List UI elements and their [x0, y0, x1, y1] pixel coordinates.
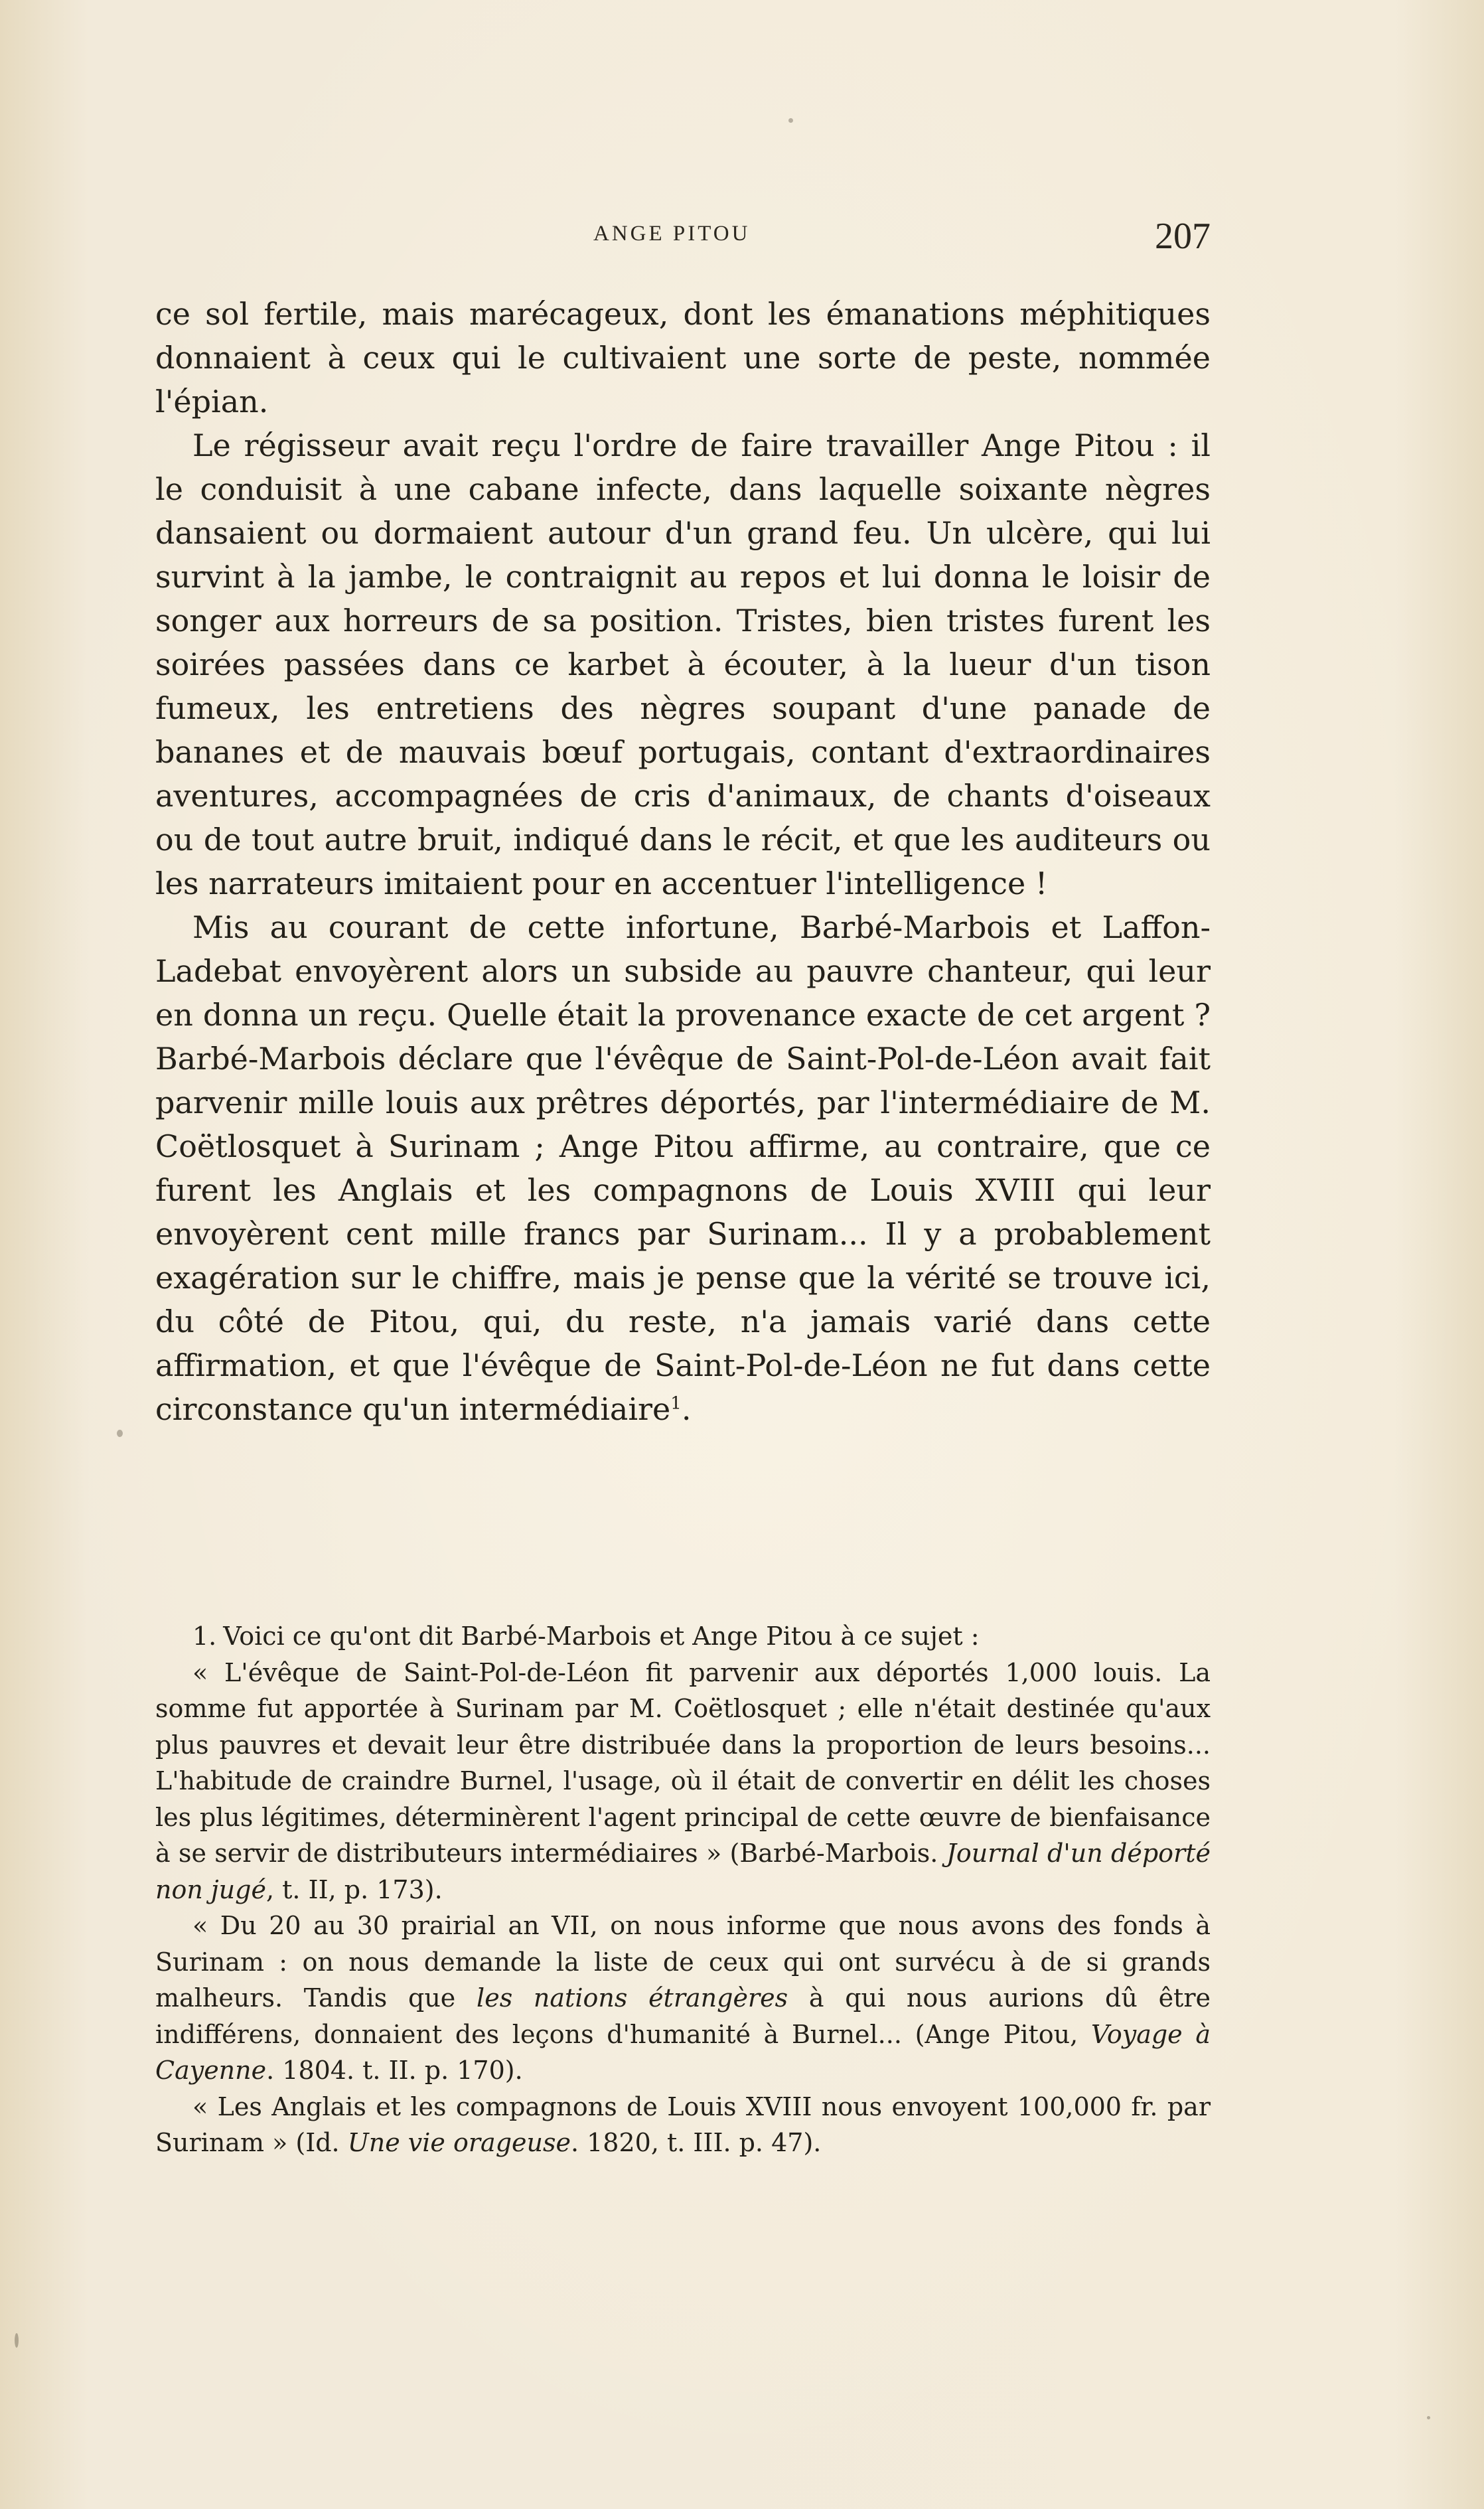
main-text [155, 292, 1211, 1431]
paragraph-3 [155, 905, 1211, 1431]
footnote-quote-pitou-voyage [155, 1908, 1211, 2089]
paragraph-2: Le régisseur avait reçu l'ordre de faire travailler Ange Pitou : il le conduisit à une cabane infecte, dans laquelle soixante nègres dansaient ou dormaient autour d'un grand feu. Un ulcère, qui lui survint à la jambe, le contraignit au repos et lui donna le loisir de songer aux horreurs de sa position. Tristes, bien tristes furent les soirées passées dans ce karbet à écouter, à la lueur d'un tison fumeux, les entretiens des nègres soupant d'une panade de bananes et de mauvais bœuf portugais, contant d'extraordinaires aventures, accompagnées de cris d'animaux, de chants d'oiseaux ou de tout autre bruit, indiqué dans le récit, et que les auditeurs ou les narrateurs imitaient pour en accentuer l'intelligence ! [155, 427, 1211, 901]
paragraph-3-end: . [681, 1391, 692, 1427]
page-number: 207 [1155, 216, 1211, 257]
footnote-quote-barbe-marbois [155, 1655, 1211, 1908]
footnotes [155, 1618, 1211, 2161]
footnote-number: 1. [192, 1622, 217, 1651]
quote-pitou-vie-title: Une vie orageuse [347, 2128, 571, 2157]
quote-barbe-marbois-text: « L'évêque de Saint-Pol-de-Léon fit parvenir aux déportés 1,000 louis. La somme fut apportée à Surinam par M. Coëtlosquet ; elle n'était destinée qu'aux plus pauvres et devait leur être distribuée dans la proportion de leurs besoins... L'habitude de craindre Burnel, l'usage, où il était de convertir en délit les choses les plus légitimes, déterminèrent l'agent principal de cette œuvre de bienfaisance à se servir de distributeurs intermédiaires » (Barbé-Marbois. [155, 1657, 1211, 1868]
paper-speck [1427, 2416, 1430, 2419]
footnote-1-text: Voici ce qu'ont dit Barbé-Marbois et Ange Pitou à ce sujet : [223, 1622, 980, 1651]
quote-pitou-voyage-text-a: « Du 20 au 30 prairial an VII, on nous informe que nous avons des fonds à Surinam : on nous demande la liste de ceux qui ont survécu à de si grands malheurs. Tandis que [155, 1911, 1211, 2013]
page-header [155, 211, 1211, 264]
quote-pitou-vie-text: « Les Anglais et les compagnons de Louis XVIII nous envoyent 100,000 fr. par Surinam » (Id. [155, 2091, 1211, 2157]
paragraph-1: ce sol fertile, mais marécageux, dont les émanations méphitiques donnaient à ceux qui le cultivaient une sorte de peste, nommée l'épian. [155, 296, 1211, 419]
quote-barbe-marbois-cite: , t. II, p. 173). [265, 1874, 443, 1904]
paper-speck [117, 1430, 123, 1437]
paragraph-3-text: Mis au courant de cette infortune, Barbé-Marbois et Laffon-Ladebat envoyèrent alors un subside au pauvre chanteur, qui leur en donna un reçu. Quelle était la provenance exacte de cet argent ? Barbé-Marbois déclare que l'évêque de Saint-Pol-de-Léon avait fait parvenir mille louis aux prêtres déportés, par l'intermédiaire de M. Coëtlosquet à Surinam ; Ange Pitou affirme, au contraire, que ce furent les Anglais et les compagnons de Louis XVIII qui leur envoyèrent cent mille francs par Surinam... Il y a probablement exagération sur le chiffre, mais je pense que la vérité se trouve ici, du côté de Pitou, qui, du reste, n'a jamais varié dans cette affirmation, et que l'évêque de Saint-Pol-de-Léon ne fut dans cette circonstance qu'un intermédiaire [155, 909, 1211, 1427]
paper-speck [788, 118, 793, 123]
quote-pitou-vie-cite: . 1820, t. III. p. 47). [570, 2128, 822, 2157]
quote-pitou-voyage-cite: . 1804. t. II. p. 170). [266, 2056, 523, 2085]
paper-speck [15, 2333, 19, 2348]
running-title: ANGE PITOU [593, 222, 751, 246]
quote-barbe-marbois-title: Journal d'un déporté non jugé [155, 1839, 1211, 1904]
quote-pitou-voyage-title: Voyage à Cayenne [155, 2019, 1211, 2085]
quote-pitou-voyage-text-b: à qui nous aurions dû être indifférens, donnaient des leçons d'humanité à Burnel... (Ange Pitou, [155, 1983, 1211, 2049]
footnote-reference: 1 [670, 1393, 682, 1414]
footnote-1 [155, 1618, 1211, 1655]
footnote-quote-pitou-vie [155, 2089, 1211, 2161]
quote-pitou-voyage-italic: les nations étrangères [477, 1983, 788, 2013]
